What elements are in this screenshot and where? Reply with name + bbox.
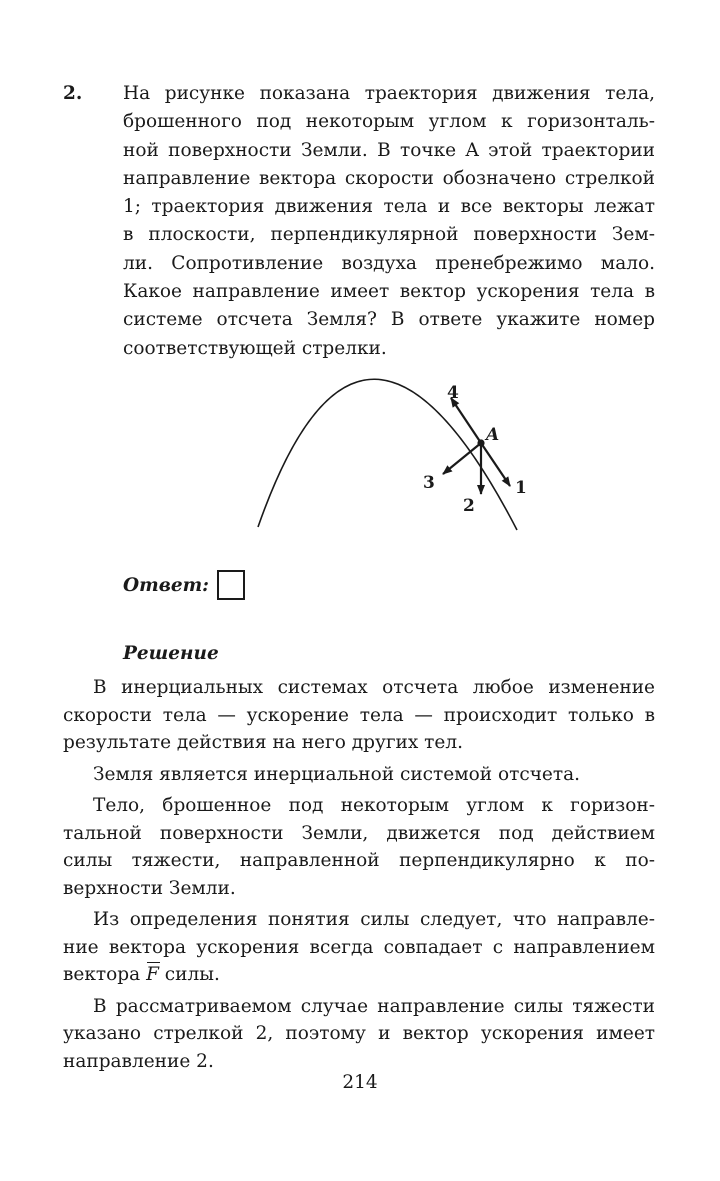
problem-line: ли. Сопротивление воздуха пренебрежимо мало.: [123, 252, 655, 274]
solution-line: скорости тела — ускорение тела — происходит только в: [63, 704, 655, 726]
solution-line: верхности Земли.: [63, 877, 236, 899]
solution-paragraph: [63, 993, 655, 1076]
solution-line: результате действия на него других тел.: [63, 732, 463, 753]
solution-paragraph: [63, 674, 655, 757]
arrow-4: [451, 398, 481, 443]
trajectory-curve: [258, 379, 517, 530]
solution-line: ние вектора ускорения всегда совпадает с направлением: [63, 936, 655, 958]
answer-label: Ответ:: [123, 574, 210, 596]
solution-text: силы.: [158, 964, 220, 985]
problem-line: брошенного под некоторым углом к горизонталь-: [123, 111, 655, 133]
solution-body: [63, 674, 655, 1079]
solution-paragraph: [63, 761, 655, 789]
solution-heading: Решение: [123, 643, 219, 664]
point-a-dot: [477, 439, 484, 446]
solution-line: В рассматриваемом случае направление силы тяжести: [93, 995, 655, 1017]
arrow-3-label: 3: [423, 473, 435, 493]
force-vector-symbol: F: [146, 961, 159, 989]
solution-paragraph: [63, 906, 655, 989]
solution-line: Тело, брошенное под некоторым углом к горизон-: [93, 795, 655, 816]
point-a-label: A: [486, 425, 500, 445]
arrow-1: [481, 443, 510, 486]
solution-line: Земля является инерциальной системой отсчета.: [93, 763, 581, 785]
problem-line: 1; траектория движения тела и все векторы лежат: [123, 196, 655, 218]
problem-number: 2.: [63, 83, 83, 104]
solution-line: направление 2.: [63, 1050, 214, 1072]
answer-row: [123, 570, 245, 600]
solution-line: силы тяжести, направленной перпендикулярно к по-: [63, 850, 655, 871]
arrow-2-label: 2: [463, 496, 475, 516]
problem-statement: [123, 80, 655, 363]
solution-line: Из определения понятия силы следует, что направле-: [93, 909, 655, 930]
solution-line: указано стрелкой 2, поэтому и вектор ускорения имеет: [63, 1023, 655, 1044]
trajectory-diagram: [250, 370, 540, 535]
solution-text: вектора: [63, 964, 147, 985]
problem-line: Какое направление имеет вектор ускорения тела в: [123, 281, 655, 303]
problem-line: На рисунке показана траектория движения тела,: [123, 83, 655, 104]
arrow-4-label: 4: [447, 383, 459, 403]
solution-paragraph: [63, 792, 655, 902]
answer-box[interactable]: [217, 570, 245, 600]
problem-line: ной поверхности Земли. В точке A этой траектории: [123, 139, 655, 161]
solution-line: тальной поверхности Земли, движется под действием: [63, 822, 655, 844]
problem-line: системе отсчета Земля? В ответе укажите номер: [123, 309, 655, 331]
solution-line: В инерциальных системах отсчета любое изменение: [93, 677, 655, 698]
problem-line: соответствующей стрелки.: [123, 337, 387, 359]
page-number: 214: [342, 1072, 378, 1093]
problem-line: в плоскости, перпендикулярной поверхности Зем-: [123, 224, 655, 246]
arrow-1-label: 1: [515, 478, 527, 498]
solution-line: [63, 961, 655, 989]
problem-line: направление вектора скорости обозначено стрелкой: [123, 167, 655, 189]
